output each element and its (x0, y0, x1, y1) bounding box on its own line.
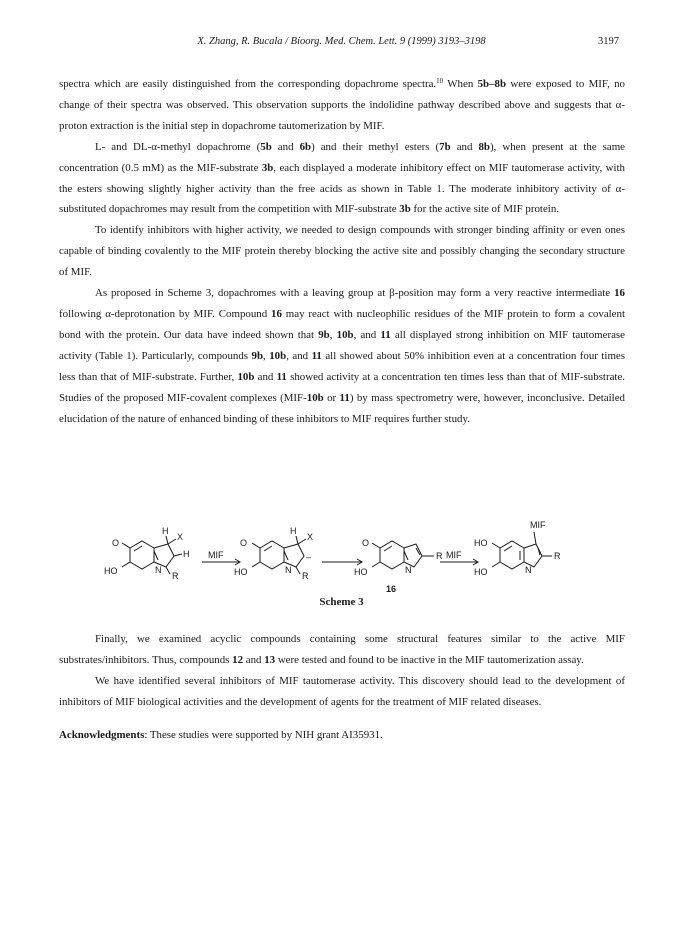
atom-label-ho: HO (104, 566, 118, 576)
atom-label-x: X (307, 532, 314, 542)
atom-label-r: R (436, 551, 443, 561)
six-ring-2 (260, 541, 284, 569)
atom-label-n: N (405, 565, 412, 575)
compound-ref: 7b (439, 140, 451, 153)
text-run: spectra which are easily distinguished from the corresponding dopachrome spectra. (59, 78, 437, 90)
text-run: were tested and found to be inactive in the MIF tautomerization assay. (275, 653, 584, 666)
text-run: were exposed to MIF, no change of their spectra was observed. This observation supports the indolidine pathway described above and suggests that α-proton extraction is the initial step in dopachrome tautomerization by MIF. (59, 78, 625, 132)
compound-number: 16 (386, 584, 397, 594)
atom-label-o: O (112, 538, 120, 548)
text-run: , (329, 328, 337, 341)
compound-ref: 11 (380, 328, 391, 341)
atom-label-ho: HO (234, 567, 248, 577)
text-run: all showed about 50% inhibition even at a concentration four times less than that of MIF-substrate. Further, (59, 349, 625, 383)
atom-label-n: N (285, 565, 292, 575)
text-run: ) by mass spectrometry were, however, inconclusive. Detailed elucidation of the nature of enhanced binding of these inhibitors to MIF requires further study. (59, 391, 625, 425)
text-run: and (450, 140, 479, 153)
compound-ref: 9b (318, 328, 330, 341)
page-header (0, 36, 683, 52)
paragraph-6 (59, 671, 625, 713)
atom-label-ho: HO (474, 538, 488, 548)
compound-ref: 9b (251, 349, 264, 362)
text-run: , each displayed a moderate inhibitory effect on MIF tautomerase activity, with the esters showing slightly higher activity than the free acids as shown in Table 1. The moderate inhibitory activity of α-substituted dopachromes may result from the competition with MIF-substrate (59, 161, 625, 216)
atom-label-h: H (162, 526, 169, 536)
paragraph-3 (59, 220, 625, 283)
compound-ref: 10b (306, 391, 324, 404)
compound-ref: 12 (232, 653, 244, 666)
article-body-top (59, 74, 625, 429)
compound-ref: 5b–8b (477, 78, 507, 90)
compound-ref: 5b (260, 140, 272, 153)
atom-label-ho: HO (474, 567, 488, 577)
atom-label-r: R (302, 571, 309, 581)
text-run: may react with nucleophilic residues of the MIF protein to form a covalent bond with the protein. Our data have indeed shown that (59, 307, 625, 341)
text-run: To identify inhibitors with higher activity, we needed to design compounds with stronger binding affinity or even ones capable of binding covalently to the MIF protein thereby blocking the active site and possibly changing the secondary structure of MIF. (59, 224, 625, 279)
compound-ref: 11 (311, 349, 322, 362)
paragraph-1 (59, 74, 625, 137)
text-run: When (443, 78, 478, 90)
six-ring-3 (380, 541, 404, 569)
text-run: following α-deprotonation by MIF. Compound (59, 307, 272, 320)
text-run: showed activity at a concentration ten times less than that of MIF-substrate. Studies of the proposed MIF-covalent complexes (MIF- (59, 370, 626, 404)
five-ring-1 (154, 544, 174, 567)
atom-label-n: N (525, 565, 532, 575)
compound-ref: 8b (478, 140, 490, 153)
compound-ref: 10b (269, 349, 287, 362)
atom-label-o: O (362, 538, 370, 548)
five-ring-3 (404, 544, 422, 567)
reaction-scheme (100, 520, 590, 600)
text-run: L- and DL-α-methyl dopachrome ( (95, 140, 261, 153)
compound-ref: 6b (299, 140, 312, 153)
paragraph-5 (59, 629, 625, 671)
six-ring-1 (130, 541, 154, 569)
text-run: or (323, 391, 340, 404)
text-run: , and (353, 328, 381, 341)
text-run: , and (286, 349, 312, 362)
atom-label-mif: MIF (530, 520, 546, 530)
anion-charge: – (306, 552, 312, 562)
compound-ref: 3b (399, 203, 411, 216)
atom-label-r: R (172, 571, 179, 581)
article-body-bottom (59, 629, 625, 746)
acknowledgments-text: : These studies were supported by NIH grant AI35931. (144, 728, 383, 741)
atom-label-n: N (155, 565, 162, 575)
compound-ref: 11 (276, 370, 287, 383)
text-run: Finally, we examined acyclic compounds containing some structural features similar to the active MIF substrates/inhibitors. Thus, compounds (59, 633, 625, 666)
text-run: As proposed in Scheme 3, dopachromes with a leaving group at β-position may form a very reactive intermediate (95, 287, 615, 300)
reference-superscript: 10 (436, 77, 444, 85)
text-run: and (271, 140, 300, 153)
compound-ref: 11 (339, 391, 350, 404)
paragraph-2 (59, 137, 625, 221)
arrow-label-mif: MIF (446, 550, 462, 560)
atom-label-h: H (183, 549, 190, 559)
atom-label-r: R (554, 551, 561, 561)
text-run: ) and their methyl esters ( (311, 140, 440, 153)
paragraph-4 (59, 283, 625, 429)
text-run: We have identified several inhibitors of MIF tautomerase activity. This discovery should lead to the development of inhibitors of MIF biological activities and the development of agents for the treatment of MIF related diseases. (59, 674, 625, 708)
compound-ref: 10b (336, 328, 354, 341)
atom-label-x: X (177, 532, 184, 542)
compound-ref: 3b (261, 161, 274, 174)
running-head: X. Zhang, R. Bucala / Bioorg. Med. Chem. Lett. 9 (1999) 3193–3198 (197, 36, 486, 47)
text-run: ), when present at the same concentration (0.5 mM) as the MIF-substrate (59, 140, 626, 174)
five-ring-2 (284, 544, 304, 567)
text-run: all displayed strong inhibition on MIF tautomerase activity (Table 1). Particularly, compounds (59, 328, 625, 362)
atom-label-ho: HO (354, 567, 368, 577)
compound-ref: 10b (237, 370, 255, 383)
atom-label-o: O (240, 538, 248, 548)
page-number: 3197 (598, 36, 619, 47)
scheme-caption: Scheme 3 (319, 596, 364, 608)
text-run: , (263, 349, 270, 362)
text-run: for the active site of MIF protein. (410, 203, 559, 216)
text-run: and (254, 370, 277, 383)
five-ring-4 (524, 544, 542, 567)
compound-ref: 16 (614, 287, 625, 300)
atom-label-h: H (290, 526, 297, 536)
compound-ref: 16 (271, 307, 282, 320)
acknowledgments-label: Acknowledgments (59, 728, 145, 741)
acknowledgments (59, 725, 625, 746)
text-run: and (243, 653, 265, 666)
compound-ref: 13 (264, 653, 276, 666)
arrow-label-mif: MIF (208, 550, 224, 560)
